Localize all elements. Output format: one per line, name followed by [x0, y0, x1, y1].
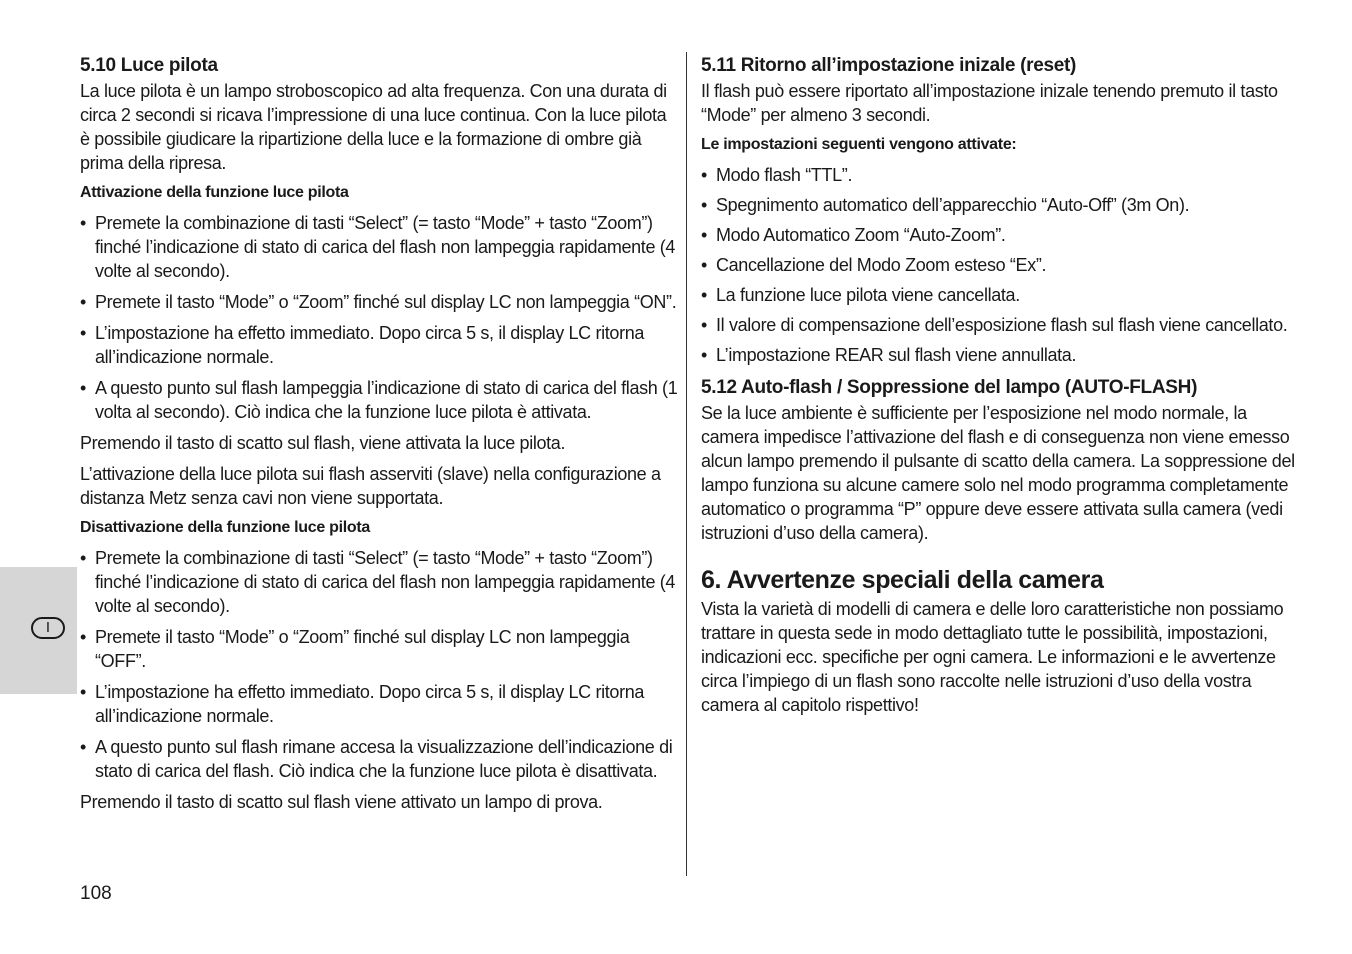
language-badge: I [31, 617, 65, 639]
deactivation-list [80, 546, 678, 783]
list-item: • Premete il tasto “Mode” o “Zoom” finché sul display LC non lampeggia “OFF”. [80, 625, 678, 673]
list-item: • Modo flash “TTL”. [701, 163, 1297, 187]
section-5-11-title: 5.11 Ritorno all’impostazione inizale (reset) [701, 55, 1077, 76]
list-item: • L’impostazione ha effetto immediato. Dopo circa 5 s, il display LC ritorna all’indicazione normale. [80, 680, 678, 728]
section-5-11-intro: Il flash può essere riportato all’impostazione inizale tenendo premuto il tasto “Mode” per almeno 3 secondi. [701, 81, 1278, 125]
reset-settings-list [701, 163, 1297, 367]
list-item: • Premete la combinazione di tasti “Select” (= tasto “Mode” + tasto “Zoom”) finché l’indicazione di stato di carica del flash non lampeggia rapidamente (4 volte al secondo). [80, 211, 678, 283]
section-5-12-text: Se la luce ambiente è sufficiente per l’esposizione nel modo normale, la camera impedisce l’attivazione del flash e di conseguenza non viene emesso alcun lampo premendo il pulsante di scatto della camera. La soppressione del lampo funziona su alcune camere solo nel modo programma completamente automatico o programma “P” oppure deve essere attivata sulla camera (vedi istruzioni d’uso della camera). [701, 403, 1295, 543]
list-item: • L’impostazione REAR sul flash viene annullata. [701, 343, 1297, 367]
left-column [80, 53, 678, 814]
reset-settings-heading: Le impostazioni seguenti vengono attivate: [701, 136, 1017, 153]
list-item: • A questo punto sul flash rimane accesa la visualizzazione dell’indicazione di stato di carica del flash. Ciò indica che la funzione luce pilota è disattivata. [80, 735, 678, 783]
list-item: • Premete il tasto “Mode” o “Zoom” finché sul display LC non lampeggia “ON”. [80, 290, 678, 314]
section-6-text: Vista la varietà di modelli di camera e delle loro caratteristiche non possiamo trattare in questa sede in modo dettagliato tutte le possibilità, impostazioni, indicazioni ecc. specifiche per ogni camera. Le informazioni e le avvertenze circa l’impiego di un flash sono raccolte nelle istruzioni d’uso della vostra camera al capitolo rispettivo! [701, 599, 1284, 715]
page-number: 108 [80, 883, 112, 904]
section-6-title: 6. Avvertenze speciali della camera [701, 566, 1104, 594]
section-5-10-intro: La luce pilota è un lampo stroboscopico ad alta frequenza. Con una durata di circa 2 secondi si ricava l’impressione di una luce continua. Con la luce pilota è possibile giudicare la ripartizione della luce e la formazione di ombre già prima della ripresa. [80, 81, 667, 173]
list-item: • L’impostazione ha effetto immediato. Dopo circa 5 s, il display LC ritorna all’indicazione normale. [80, 321, 678, 369]
list-item: • Premete la combinazione di tasti “Select” (= tasto “Mode” + tasto “Zoom”) finché l’indicazione di stato di carica del flash non lampeggia rapidamente (4 volte al secondo). [80, 546, 678, 618]
deactivation-note: Premendo il tasto di scatto sul flash viene attivato un lampo di prova. [80, 792, 603, 812]
list-item: • Cancellazione del Modo Zoom esteso “Ex”. [701, 253, 1297, 277]
right-column [701, 53, 1297, 717]
list-item: • Il valore di compensazione dell’esposizione flash sul flash viene cancellato. [701, 313, 1297, 337]
section-5-10-title: 5.10 Luce pilota [80, 55, 218, 76]
activation-heading: Attivazione della funzione luce pilota [80, 184, 349, 201]
activation-list [80, 211, 678, 424]
list-item: • La funzione luce pilota viene cancellata. [701, 283, 1297, 307]
list-item: • Modo Automatico Zoom “Auto-Zoom”. [701, 223, 1297, 247]
deactivation-heading: Disattivazione della funzione luce pilota [80, 519, 370, 536]
list-item: • Spegnimento automatico dell’apparecchio “Auto-Off” (3m On). [701, 193, 1297, 217]
list-item: • A questo punto sul flash lampeggia l’indicazione di stato di carica del flash (1 volta al secondo). Ciò indica che la funzione luce pilota è attivata. [80, 376, 678, 424]
column-divider [686, 52, 687, 876]
section-5-12-title: 5.12 Auto-flash / Soppressione del lampo (AUTO-FLASH) [701, 377, 1198, 398]
activation-note-trigger: Premendo il tasto di scatto sul flash, viene attivata la luce pilota. [80, 433, 566, 453]
activation-note-slave: L’attivazione della luce pilota sui flash asserviti (slave) nella configurazione a distanza Metz senza cavi non viene supportata. [80, 464, 661, 508]
